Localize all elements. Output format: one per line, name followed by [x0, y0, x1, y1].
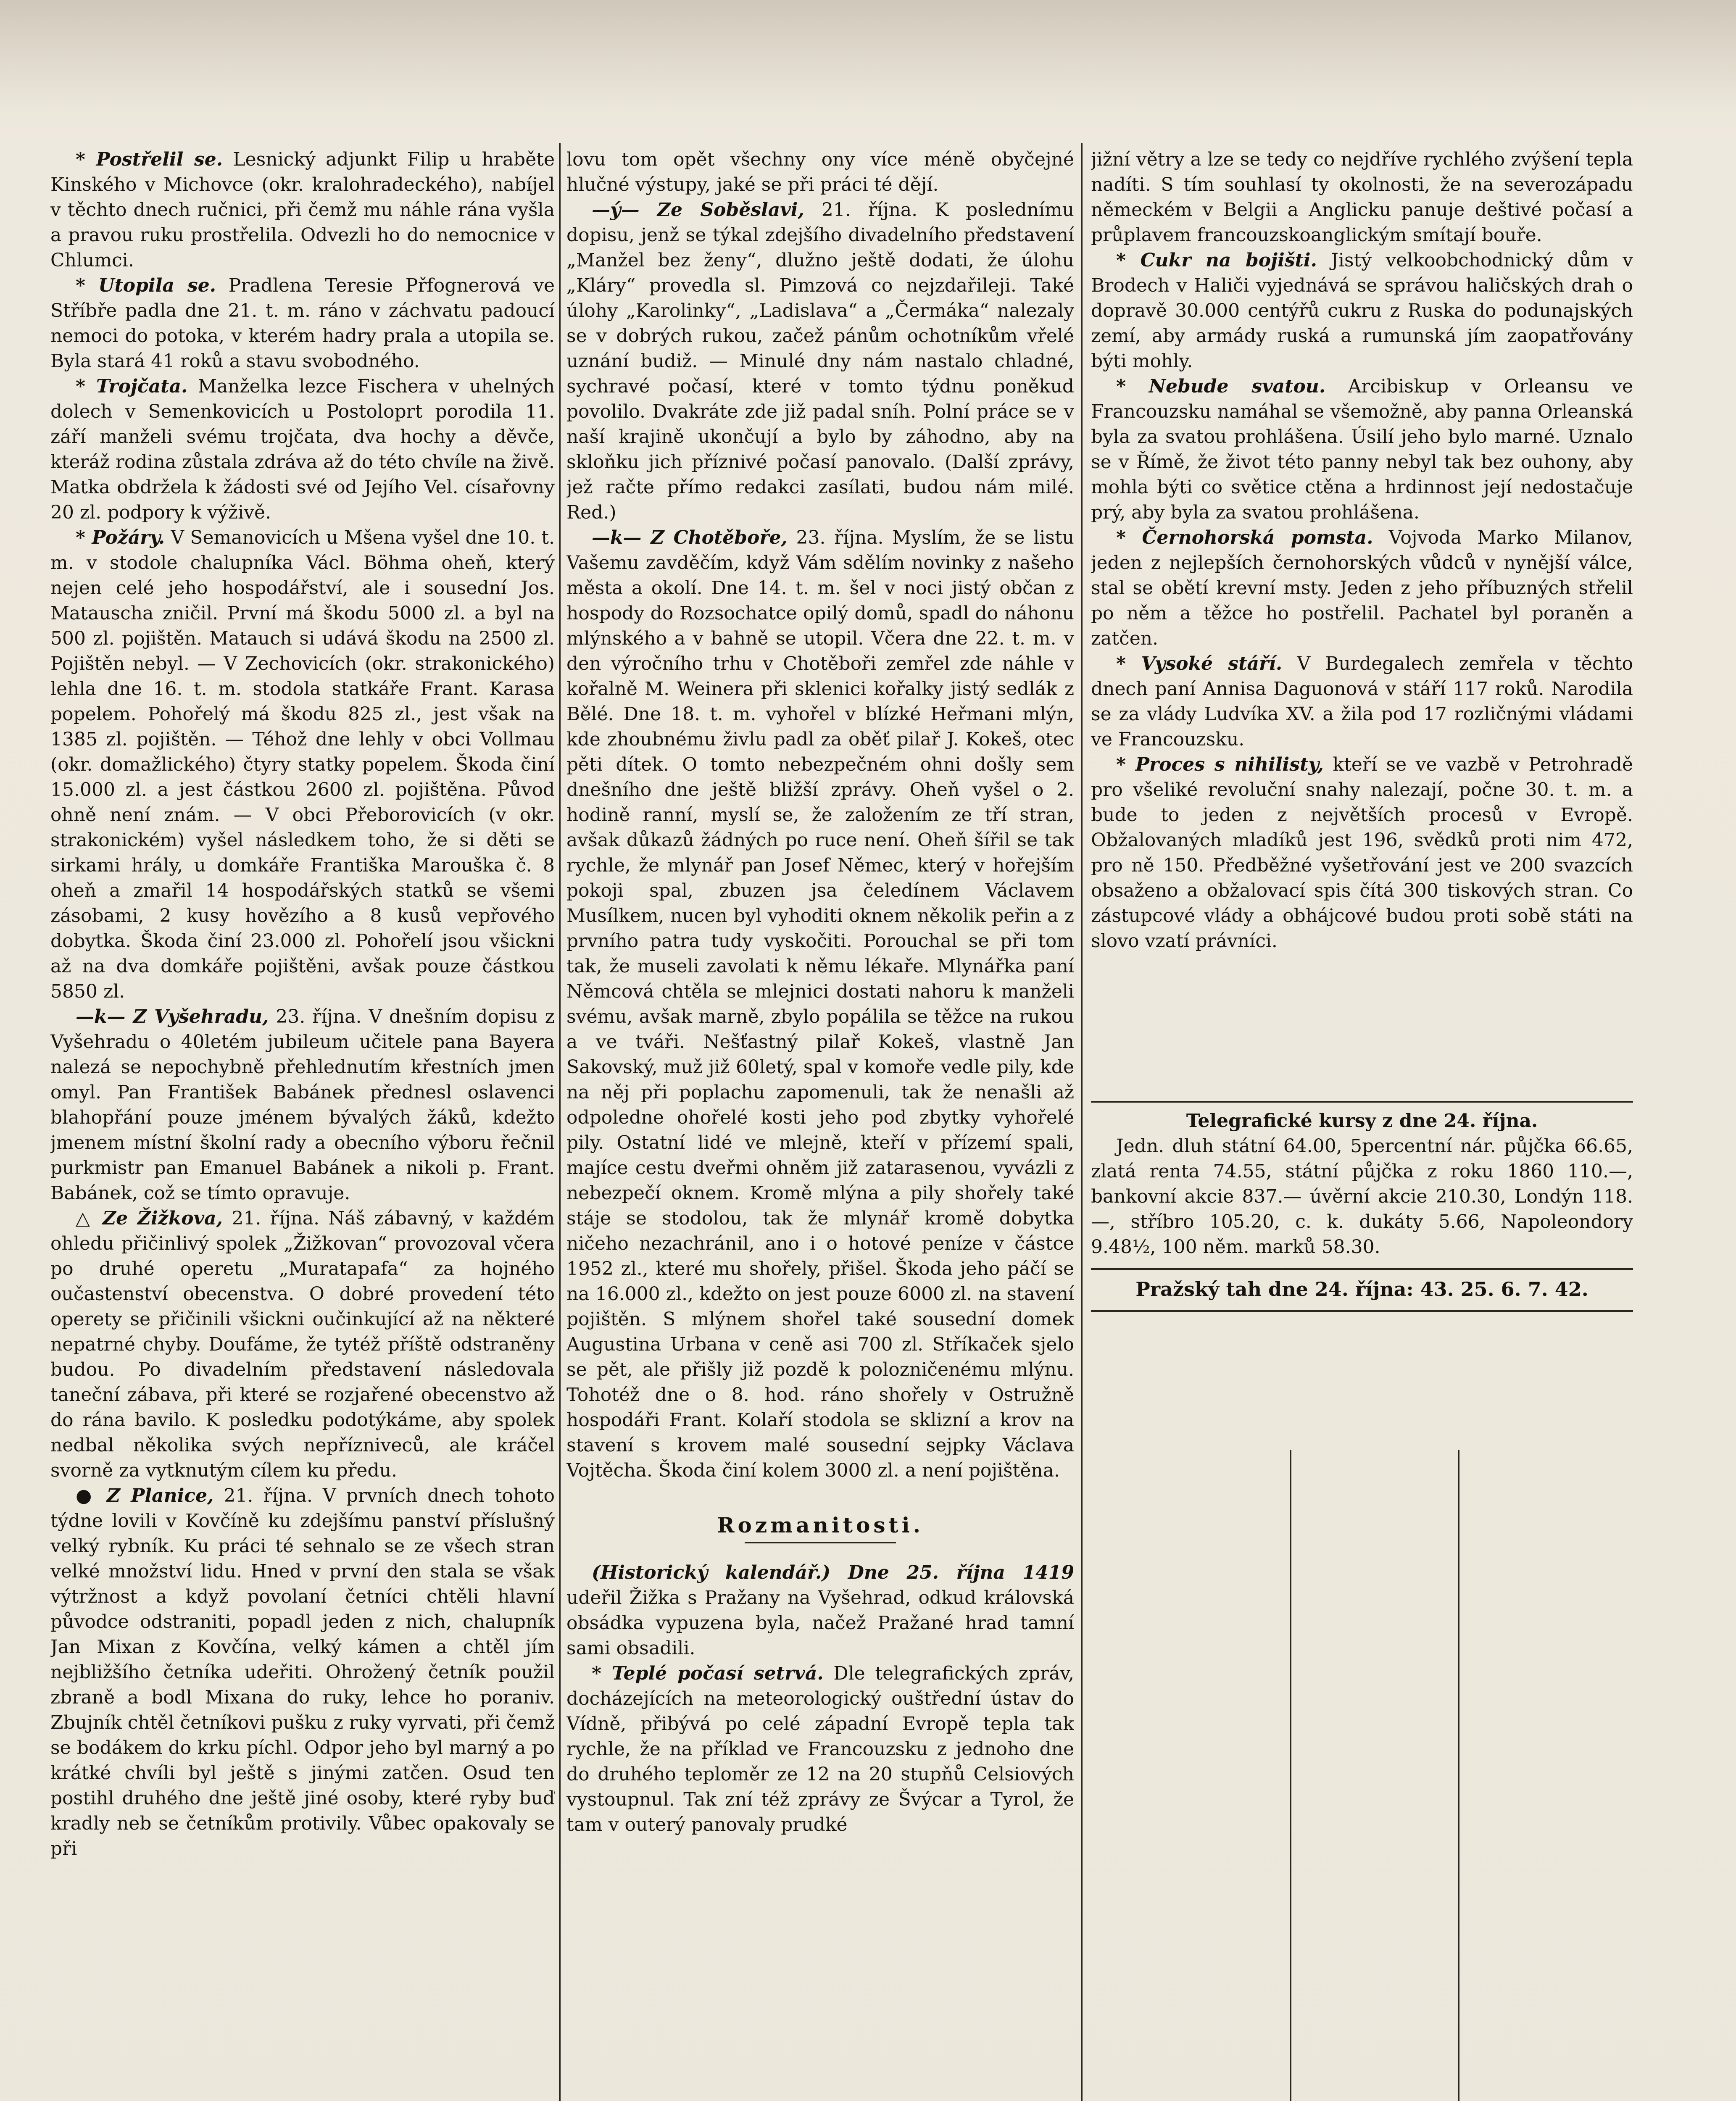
advertisements: [1093, 1450, 1635, 2101]
article-lead: —k— Z Vyšehradu,: [76, 1006, 269, 1027]
stock-rates-text: Jedn. dluh státní 64.00, 5percentní nár. půjčka 66.65, zlatá renta 74.55, státní půjčka z roku 1860 110.—, bankovní akcie 837.— úvěrní akcie 210.30, Londýn 118.—, stříbro 105.20, c. k. dukáty 5.66, Napoleondory 9.48½, 100 něm. marků 58.30.: [1091, 1135, 1633, 1258]
article-text: 23. října. Myslím, že se listu Vašemu zavděčím, když Vám sdělím novinky z našeho města a okolí. Dne 14. t. m. šel v noci jistý občan z hospody do Rozsochatce opilý domů, spadl do náhonu mlýnského a v bahně se utopil. Včera dne 22. t. m. v den výročního trhu v Chotěboři zemřel zde náhle v kořalně M. Weinera při sklenici kořalky jistý sedlák z Bělé. Dne 18. t. m. vyhořel v blízké Heřmani mlýn, kde zhoubnému živlu padl za oběť pilař J. Kokeš, otec pěti dítek. O tomto nebezpečném ohni došly sem dnešního dne ještě bližší zprávy. Oheň vyšel o 2. hodině ranní, myslí se, že založením ze tří stran, avšak důkazů žádných po ruce není. Oheň šířil se tak rychle, že mlynář pan Josef Němec, který v hořejším pokoji spal, zbuzen jsa čeledínem Václavem Musílkem, nucen byl vyhoditi oknem několik peřin a z prvního patra tudy vyskočiti. Porouchal se při tom tak, že museli zavolati k němu lékaře. Mlynářka paní Němcová chtěla se mlejnici dostati nahoru k manželi svému, avšak marně, zbylo popálila se těžce na rukou a ve tváři. Nešťastný pilař Kokeš, vlastně Jan Sakovský, muž již 60letý, spal v komoře vedle pily, kde na něj při poplachu zapomenuli, tak že nenašli až odpoledne ohořelé kosti jeho pod zbytky vyhořelé pily. Ostatní lidé ve mlejně, kteří v přízemí spali, majíce cestu dveřmi ohněm již zatarasenou, vyvázli z nebezpečí oknem. Kromě mlýna a pily shořely také stáje se stodolou, tak že mlynář kromě dobytka ničeho nezachránil, ano i o hotové peníze v částce 1952 zl., které mu shořely, přišel. Škoda jeho páčí se na 16.000 zl., kdežto on jest pouze 6000 zl. na stavení pojištěn. S mlýnem shořel také sousední domek Augustina Urbana v ceně asi 700 zl. Stříkaček sjelo se pět, ale přišly již pozdě k polozničenému mlýnu. Tohotéž dne o 8. hod. ráno shořely v Ostružně hospodáři Frant. Kolaří stodola se sklizní a krov na stavení s krovem malé sousední sejpky Václava Vojtěcha. Škoda činí kolem 3000 zl. a není pojištěna.: [566, 527, 1074, 1481]
article-lead: * Utopila se.: [76, 275, 216, 296]
article-lead: —ý— Ze Soběslavi,: [592, 199, 804, 221]
ad-souchotiny: [1093, 1450, 1291, 2101]
article: [50, 374, 555, 525]
column-rule-1: [559, 143, 561, 2101]
article-text: udeřil Žižka s Pražany na Vyšehrad, odkud královská obsádka vypuzena byla, načež Pražané hrad tamní sami obsadili.: [566, 1587, 1074, 1659]
article: [1091, 147, 1633, 248]
article-text: 21. října. V prvních dnech tohoto týdne lovili v Kovčíně ku zdejšímu panství příslušný velký rybník. Ku práci té sehnalo se ze všech stran velké množství lidu. Hned v první den stala se však výtržnost a když povolaní četníci chtěli hlavní původce odstraniti, popadl jeden z nich, chalupník Jan Mixan z Kovčína, velký kámen a chtěl jím nejbližšího četníka udeřiti. Ohrožený četník použil zbraně a bodl Mixana do ruky, lehce ho poraniv. Zbujník chtěl četníkovi pušku z ruky vyrvati, při čemž se bodákem do krku píchl. Odpor jeho byl marný a po krátké chvíli byl ještě s jinými zatčen. Osud ten postihl druhého dne ještě jiné osoby, které ryby buď kradly neb se četníkům protivily. Vůbec opakovaly se při: [50, 1485, 555, 1859]
article-text: Jistý velkoobchodnický dům v Brodech v Haliči vyjednává se správou haličských drah o dopravě 30.000 centýřů cukru z Ruska do podunajských zemí, aby armády ruská a rumunská jím zaopatřovány býti mohly.: [1091, 250, 1633, 372]
article-lead: * Postřelil se.: [76, 149, 223, 170]
article-lead: * Vysoké stáří.: [1116, 653, 1283, 674]
article: [566, 525, 1074, 1483]
article-text: Pradlena Teresie Přfognerová ve Stříbře padla dne 21. t. m. ráno v záchvatu padoucí nemoci do potoka, v kterém hadry prala a utopila se. Byla stará 41 roků a stavu svobodného.: [50, 275, 555, 372]
stock-rates-title: Telegrafické kursy z dne 24. října.: [1186, 1110, 1538, 1132]
article: [50, 273, 555, 374]
article-text: V Burdegalech zemřela v těchto dnech paní Annisa Daguonová v stáří 117 roků. Narodila se za vlády Ludvíka XV. a žila pod 17 rozličnými vládami ve Francouzsku.: [1091, 653, 1633, 750]
article-text: jižní větry a lze se tedy co nejdříve rychlého zvýšení tepla nadíti. S tím souhlasí ty okolnosti, že na severozápadu německém v Belgii a Anglicku panuje deštivé počasí a průplavem francouzskoanglickým smítají bouře.: [1091, 149, 1633, 246]
section-title-rozmanitosti: Rozmanitosti.: [717, 1513, 924, 1538]
article-text: Arcibiskup v Orleansu ve Francouzsku namáhal se všemožně, aby panna Orleanská byla za svatou prohlášena. Úsilí jeho bylo marné. Uznalo se v Římě, že život této panny nebyl tak bez ouhony, aby mohla býti co světice ctěna a hrdinnost její nedostačuje prý, aby byla za svatou prohlášena.: [1091, 376, 1633, 523]
article: [566, 197, 1074, 525]
article-text: kteří se ve vazbě v Petrohradě pro všeliké revoluční snahy nalezají, počne 30. t. m. a bude to jeden z největších procesů v Evropě. Obžalovaných mladíků jest 196, svědků proti nim 472, pro ně 150. Předběžné vyšetřování jest ve 200 svazcích obsaženo a obžalovací spis čítá 300 tiskových stran. Co zástupcové vlády a obhájcové budou proti sobě státi na slovo vzatí právníci.: [1091, 754, 1633, 952]
article: [50, 525, 555, 1004]
column-2: [566, 147, 1074, 2101]
article-lead: * Požáry.: [76, 527, 165, 548]
column-1: [50, 147, 555, 2101]
article-text: Vojvoda Marko Milanov, jeden z nejlepších černohorských vůdců v nynější válce, stal se obětí krevní msty. Jeden z jeho příbuzných střelil po něm a těžce ho postřelil. Pachatel byl poraněn a zatčen.: [1091, 527, 1633, 649]
article-lead: —k— Z Chotěboře,: [592, 527, 788, 548]
stock-rates-block: [1091, 1093, 1633, 1318]
column-3: [1091, 147, 1633, 1072]
article-text: 21. října. Náš zábavný, v každém ohledu přičinlivý spolek „Žižkovan“ provozoval včera po druhé operetu „Muratapafa“ za hojného oučastenství obecenstva. O dobré provedení této operety se přičinili všickni oučinkující až na některé nepatrné chyby. Doufáme, že tytéž příště odstraněny budou. Po divadelním představení následovala taneční zábava, při které se rozjařené obecenstvo až do rána bavilo. K posledku podotýkáme, aby spolek nedbal několika svých nepřízniveců, ale kráčel svorně za vytknutým cílem ku předu.: [50, 1208, 555, 1481]
lottery-draw: Pražský tah dne 24. října: 43. 25. 6. 7. 42.: [1135, 1278, 1588, 1301]
article-lead: * Cukr na bojišti.: [1116, 250, 1317, 271]
section-rule: [1091, 1101, 1633, 1103]
section-rule: [1091, 1310, 1633, 1312]
article-text: 21. října. K poslednímu dopisu, jenž se týkal zdejšího divadelního představení „Manžel bez ženy“, dlužno ještě dodati, že úlohu „Kláry“ provedla sl. Pimzová co nejzdařileji. Také úlohy „Karolinky“, „Ladislava“ a „Čermáka“ nalezaly se v dobrých rukou, začež pánům ochotníkům vřelé uznání budiž. — Minulé dny nám nastalo chladné, sychravé počasí, které v tomto týdnu poněkud povolilo. Dvakráte zde již padal sníh. Polní práce se v naší krajině ukončují a bylo by záhodno, aby na skloňku jich příznivé počasí panovalo. (Další zprávy, jež račte přímo redakci zasílati, budou nám milé. Red.): [566, 199, 1074, 523]
article: [1091, 374, 1633, 525]
page-top-shadow: [0, 0, 1736, 109]
article-lead: * Teplé počasí setrvá.: [592, 1663, 824, 1684]
article: [1091, 651, 1633, 752]
article-lead: ● Z Planice,: [76, 1485, 214, 1506]
article: [1091, 525, 1633, 651]
article: [1091, 752, 1633, 954]
article-lead: * Trojčata.: [76, 376, 188, 397]
article-text: 23. října. V dnešním dopisu z Vyšehradu o 40letém jubileum učitele pana Bayera nalezá se nepochybně přehlednutím křestních jmen omyl. Pan František Babánek přednesl oslavenci blahopřání pouze jménem bývalých žáků, kdežto jmenem místní školní rady a obecního výboru řečnil purkmistr pan Emanuel Babánek a nikoli p. Frant. Babánek, což se tímto opravuje.: [50, 1006, 555, 1204]
article-text: Lesnický adjunkt Filip u hraběte Kinského v Michovce (okr. kralohradeckého), nabíjel v těchto dnech ručnici, při čemž mu náhle rána vyšla a pravou ruku prostřelila. Odvezli ho do nemocnice v Chlumci.: [50, 149, 555, 271]
article-text: V Semanovicích u Mšena vyšel dne 10. t. m. v stodole chalupníka Václ. Böhma oheň, který nejen celé jeho hospodářství, ale i sousední Jos. Matauscha zničil. První má škodu 5000 zl. a byl na 500 zl. pojištěn. Matauch si udává škodu na 2500 zl. Pojištěn nebyl. — V Zechovicích (okr. strakonického) lehla dne 16. t. m. stodola statkáře Frant. Karasa popelem. Pohořelý má škodu 825 zl., jest však na 1385 zl. pojištěn. — Téhož dne lehly v obci Vollmau (okr. domažlického) čtyry statky popelem. Škoda činí 15.000 zl. a jest částkou 2600 zl. pojištěna. Původ ohně není znám. — V obci Přeborovicích (v okr. strakonickém) vyšel následkem toho, že si děti se sirkami hrály, u domkáře Františka Marouška č. 8 oheň a zmařil 14 hospodářských statků se všemi zásobami, 2 kusy hovězího a 8 kusů vepřového dobytka. Škoda činí 23.000 zl. Pohořelí jsou všickni až na dva domkáře pojištěni, avšak pouze částkou 5850 zl.: [50, 527, 555, 1002]
article: [50, 1206, 555, 1483]
article-lead: * Černohorská pomsta.: [1116, 527, 1373, 548]
article: [50, 1004, 555, 1206]
article: [50, 1483, 555, 1861]
article-lead: * Proces s nihilisty,: [1116, 754, 1324, 775]
article-lead: * Nebude svatou.: [1116, 376, 1326, 397]
article: [566, 1661, 1074, 1838]
ad-musicians-milk: [1290, 1450, 1459, 2101]
article-text: Dle telegrafických zpráv, docházejících na meteorologický ouštřední ústav do Vídně, přibývá po celé západní Evropě tepla tak rychle, že na příklad ve Francouzsku z jednoho dne do druhého teploměr ze 12 na 20 stupňů Celsiových vystoupnul. Tak zní též zprávy ze Švýcar a Tyrol, že tam v outerý panovaly prudké: [566, 1663, 1074, 1835]
article-lead: (Historický kalendář.) Dne 25. října 1419: [592, 1562, 1074, 1583]
article: [1091, 248, 1633, 374]
section-rule: [745, 1542, 896, 1543]
ad-piano-klisna: [1458, 1450, 1635, 2101]
article-text: Manželka lezce Fischera v uhelných dolech v Semenkovicích u Postoloprt porodila 11. září manželi svému trojčata, dva hochy a děvče, kteráž rodina zůstala zdráva až do této chvíle na živě. Matka obdržela k žádosti své od Jejího Vel. císařovny 20 zl. podpory k výživě.: [50, 376, 555, 523]
article: [566, 147, 1074, 197]
article: [566, 1560, 1074, 1661]
article: [50, 147, 555, 273]
article-lead: △ Ze Žižkova,: [76, 1208, 223, 1229]
article-text: lovu tom opět všechny ony více méně obyčejné hlučné výstupy, jaké se při práci té dějí.: [566, 149, 1074, 195]
section-rule: [1091, 1268, 1633, 1270]
column-rule-2: [1081, 143, 1083, 2101]
